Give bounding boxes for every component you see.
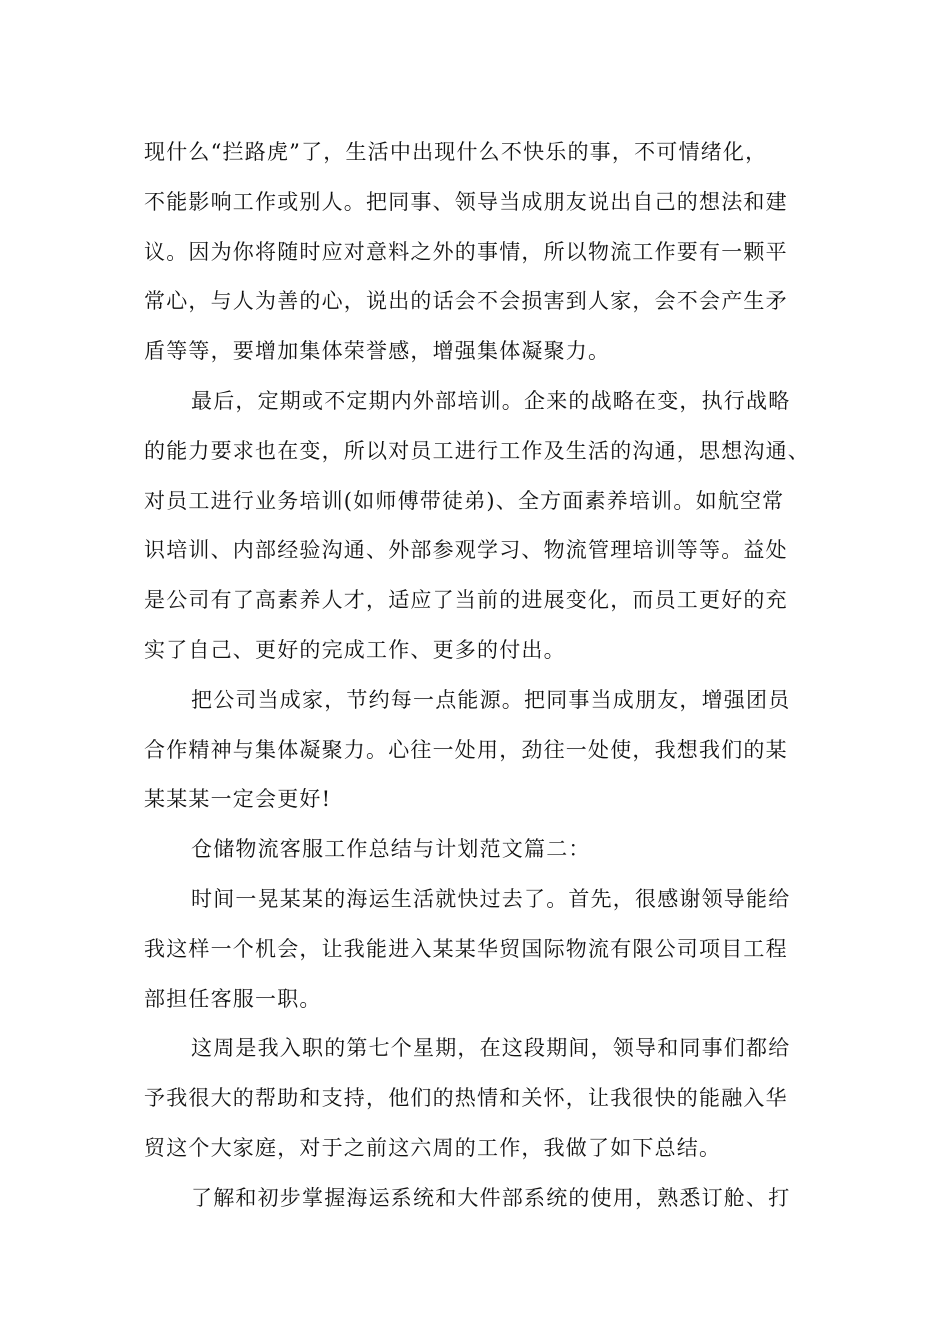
text-line: 我这样一个机会，让我能进入某某华贸国际物流有限公司项目工程 [144,936,788,961]
text-line: 现什么“拦路虎”了，生活中出现什么不快乐的事，不可情绪化， [144,140,768,164]
text-line: 的能力要求也在变，所以对员工进行工作及生活的沟通，思想沟通、 [144,438,810,463]
text-line: 某某某一定会更好! [144,787,332,812]
text-line: 不能影响工作或别人。把同事、领导当成朋友说出自己的想法和建 [144,189,788,214]
paragraph [144,377,824,676]
paragraph [144,1174,824,1224]
text-line: 盾等等，要增加集体荣誉感，增强集体凝聚力。 [144,339,611,364]
paragraph [144,875,824,1024]
text-line: 予我很大的帮助和支持，他们的热情和关怀，让我很快的能融入华 [144,1086,788,1111]
paragraph [144,1024,824,1173]
text-line: 实了自己、更好的完成工作、更多的付出。 [144,637,566,662]
text-line: 最后，定期或不定期内外部培训。企来的战略在变，执行战略 [191,388,791,413]
text-line: 这周是我入职的第七个星期，在这段期间，领导和同事们都给 [191,1036,791,1061]
document-body [144,128,824,1224]
text-line: 议。因为你将随时应对意料之外的事情，所以物流工作要有一颗平 [144,239,788,264]
text-line: 常心，与人为善的心，说出的话会不会损害到人家，会不会产生矛 [144,289,788,314]
text-line: 时间一晃某某的海运生活就快过去了。首先，很感谢领导能给 [191,886,791,911]
text-line: 贸这个大家庭，对于之前这六周的工作，我做了如下总结。 [144,1135,722,1160]
text-line: 是公司有了高素养人才，适应了当前的进展变化，而员工更好的充 [144,588,788,613]
paragraph [144,676,824,825]
text-line: 部担任客服一职。 [144,986,322,1011]
text-line: 合作精神与集体凝聚力。心往一处用，劲往一处使，我想我们的某 [144,737,788,762]
text-line: 对员工进行业务培训(如师傅带徒弟)、全方面素养培训。如航空常 [144,488,785,513]
text-line: 识培训、内部经验沟通、外部参观学习、物流管理培训等等。益处 [144,538,788,563]
text-line: 仓储物流客服工作总结与计划范文篇二： [191,837,591,862]
text-line: 把公司当成家，节约每一点能源。把同事当成朋友，增强团员 [191,687,791,712]
paragraph [144,825,824,875]
paragraph [144,128,824,377]
text-line: 了解和初步掌握海运系统和大件部系统的使用，熟悉订舱、打 [191,1185,791,1210]
